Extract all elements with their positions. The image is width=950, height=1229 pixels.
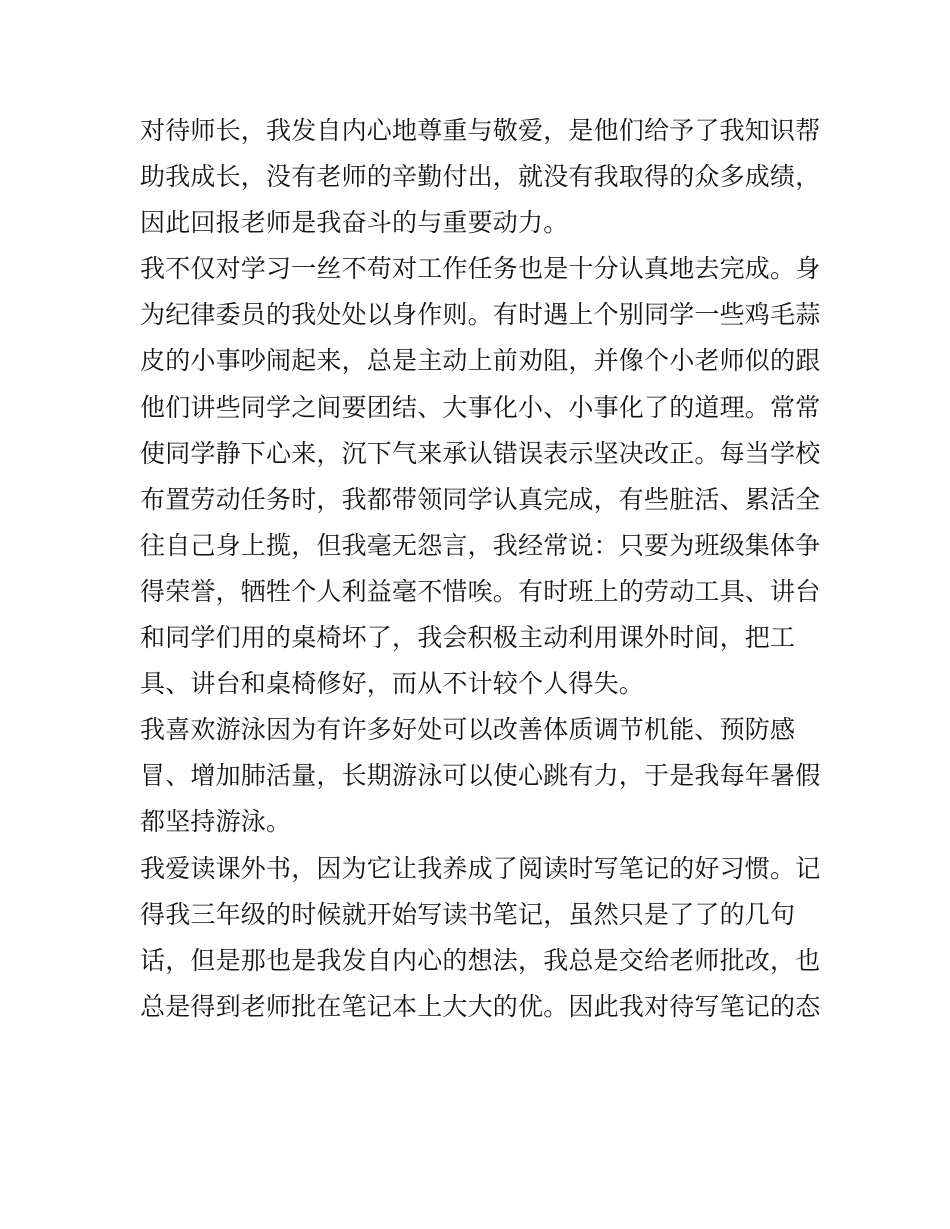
text-line: 得荣誉，牺牲个人利益毫不惜唉。有时班上的劳动工具、讲台 (140, 576, 821, 606)
text-line: 因此回报老师是我奋斗的与重要动力。 (140, 208, 569, 238)
text-line: 助我成长，没有老师的辛勤付出，就没有我取得的众多成绩， (140, 162, 821, 192)
text-line: 往自己身上揽，但我毫无怨言，我经常说：只要为班级集体争 (140, 530, 821, 560)
text-line: 都坚持游泳。 (140, 807, 292, 837)
text-line: 使同学静下心来，沉下气来承认错误表示坚决改正。每当学校 (140, 438, 821, 468)
text-line: 总是得到老师批在笔记本上大大的优。因此我对待写笔记的态 (140, 991, 821, 1021)
text-line: 皮的小事吵闹起来，总是主动上前劝阻，并像个小老师似的跟 (140, 346, 821, 376)
text-line: 我爱读课外书，因为它让我养成了阅读时写笔记的好习惯。记 (140, 853, 821, 883)
text-line: 得我三年级的时候就开始写读书笔记，虽然只是了了的几句 (140, 899, 796, 929)
text-line: 他们讲些同学之间要团结、大事化小、小事化了的道理。常常 (140, 392, 821, 422)
text-line: 布置劳动任务时，我都带领同学认真完成，有些脏活、累活全 (140, 484, 821, 514)
text-line: 我喜欢游泳因为有许多好处可以改善体质调节机能、预防感 (140, 715, 796, 745)
text-line: 对待师长，我发自内心地尊重与敬爱，是他们给予了我知识帮 (140, 116, 821, 145)
document-body (140, 108, 820, 1030)
text-line: 话，但是那也是我发自内心的想法，我总是交给老师批改，也 (140, 945, 821, 975)
text-line: 我不仅对学习一丝不苟对工作任务也是十分认真地去完成。身 (140, 254, 821, 284)
text-line: 和同学们用的桌椅坏了，我会积极主动利用课外时间，把工 (140, 623, 796, 653)
text-line: 为纪律委员的我处处以身作则。有时遇上个别同学一些鸡毛蒜 (140, 300, 821, 330)
text-line: 冒、增加肺活量，长期游泳可以使心跳有力，于是我每年暑假 (140, 761, 821, 791)
text-line: 具、讲台和桌椅修好，而从不计较个人得失。 (140, 669, 645, 699)
